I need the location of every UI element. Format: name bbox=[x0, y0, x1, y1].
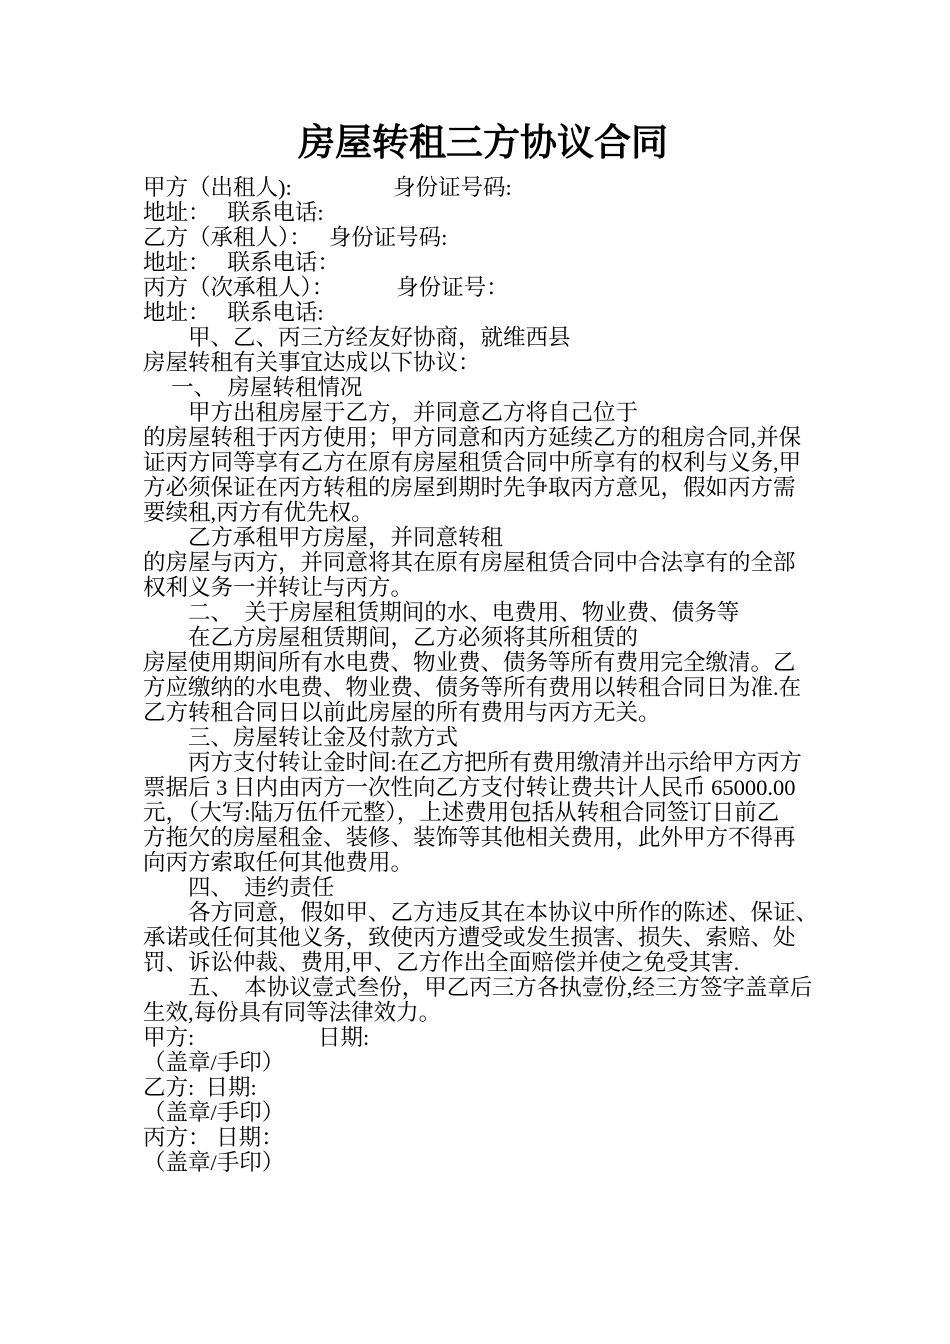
doc-line-section-1: 的房屋与丙方，并同意将其在原有房屋租赁合同中合法享有的全部 bbox=[143, 550, 796, 575]
doc-line-party-b-address: 地址： 联系电话： bbox=[143, 250, 340, 275]
doc-line-signature-party-a: 甲方: 日期: bbox=[143, 1025, 370, 1050]
document-title: 房屋转租三方协议合同 bbox=[298, 123, 668, 164]
doc-line-party-a: 甲方（出租人): 身份证号码: bbox=[143, 175, 512, 200]
doc-line-section-4-heading: 四、 违约责任 bbox=[143, 875, 335, 900]
doc-line-section-1: 乙方承租甲方房屋，并同意转租 bbox=[143, 525, 504, 550]
doc-line-section-2-heading: 二、 关于房屋租赁期间的水、电费用、物业费、债务等 bbox=[143, 600, 740, 625]
doc-line-section-5-heading: 五、 本协议壹式叁份，甲乙丙三方各执壹份,经三方签字盖章后 bbox=[143, 975, 813, 1000]
doc-line-preamble: 甲、乙、丙三方经友好协商，就维西县 bbox=[143, 325, 571, 350]
doc-line-section-2: 在乙方房屋租赁期间，乙方必须将其所租赁的 bbox=[143, 625, 639, 650]
doc-line-section-4: 各方同意，假如甲、乙方违反其在本协议中所作的陈述、保证、 bbox=[143, 900, 819, 925]
doc-line-section-3: 票据后 3 日内由丙方一次性向乙方支付转让费共计人民币 65000.00 bbox=[143, 775, 796, 800]
doc-line-section-3: 丙方支付转让金时间:在乙方把所有费用缴清并出示给甲方丙方 bbox=[143, 750, 802, 775]
doc-line-party-a-address: 地址： 联系电话: bbox=[143, 200, 324, 225]
doc-line-section-1: 的房屋转租于丙方使用；甲方同意和丙方延续乙方的租房合同,并保 bbox=[143, 425, 802, 450]
doc-line-section-3: 向丙方索取任何其他费用。 bbox=[143, 850, 414, 875]
doc-line-section-3: 元，（大写:陆万伍仟元整），上述费用包括从转租合同签订日前乙 bbox=[143, 800, 780, 825]
doc-line-section-3-heading: 三、房屋转让金及付款方式 bbox=[143, 725, 459, 750]
doc-line-section-1: 证丙方同等享有乙方在原有房屋租赁合同中所享有的权利与义务,甲 bbox=[143, 450, 802, 475]
doc-line-party-c-address: 地址： 联系电话: bbox=[143, 300, 324, 325]
doc-line-party-b: 乙方（承租人）： 身份证号码: bbox=[143, 225, 448, 250]
doc-line-section-2: 房屋使用期间所有水电费、物业费、债务等所有费用完全缴清。乙 bbox=[143, 650, 796, 675]
doc-line-section-2: 乙方转租合同日以前此房屋的所有费用与丙方无关。 bbox=[143, 700, 661, 725]
doc-line-signature-party-c: 丙方： 日期： bbox=[143, 1125, 284, 1150]
doc-line-section-1-heading: 一、 房屋转租情况 bbox=[143, 375, 363, 400]
doc-line-section-3: 方拖欠的房屋租金、装修、装饰等其他相关费用，此外甲方不得再 bbox=[143, 825, 796, 850]
doc-line-section-1: 权利义务一并转让与丙方。 bbox=[143, 575, 414, 600]
doc-line-section-1: 要续租,丙方有优先权。 bbox=[143, 500, 374, 525]
doc-line-seal-party-c: （盖章/手印） bbox=[143, 1150, 285, 1175]
doc-line-seal-party-a: （盖章/手印） bbox=[143, 1050, 285, 1075]
doc-line-seal-party-b: （盖章/手印） bbox=[143, 1100, 285, 1125]
document-body bbox=[143, 175, 855, 1175]
doc-line-party-c: 丙方（次承租人）： 身份证号： bbox=[143, 275, 509, 300]
doc-line-signature-party-b: 乙方: 日期: bbox=[143, 1075, 257, 1100]
doc-line-section-1: 甲方出租房屋于乙方，并同意乙方将自己位于 bbox=[143, 400, 639, 425]
doc-line-section-1: 方必须保证在丙方转租的房屋到期时先争取丙方意见，假如丙方需 bbox=[143, 475, 796, 500]
doc-line-section-4: 罚、诉讼仲裁、费用,甲、乙方作出全面赔偿并使之免受其害. bbox=[143, 950, 740, 975]
doc-line-section-5: 生效,每份具有同等法律效力。 bbox=[143, 1000, 442, 1025]
doc-line-section-2: 方应缴纳的水电费、物业费、债务等所有费用以转租合同日为准.在 bbox=[143, 675, 802, 700]
doc-line-preamble: 房屋转租有关事宜达成以下协议： bbox=[143, 350, 481, 375]
doc-line-section-4: 承诺或任何其他义务，致使丙方遭受或发生损害、损失、索赔、处 bbox=[143, 925, 796, 950]
